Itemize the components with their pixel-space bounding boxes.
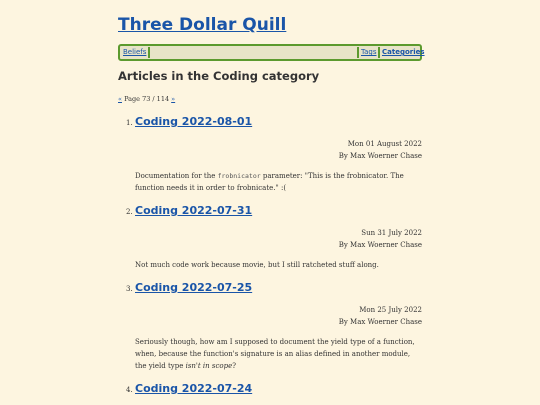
article-date: Sun 31 July 2022: [361, 229, 422, 237]
site-title-link[interactable]: Three Dollar Quill: [118, 15, 287, 35]
summary-text: Documentation for the: [135, 172, 218, 180]
article-title-link[interactable]: Coding 2022-08-01: [135, 115, 253, 128]
summary-code: frobnicator: [217, 172, 261, 180]
article-author: By Max Woerner Chase: [338, 318, 422, 326]
next-page-link[interactable]: »: [171, 95, 176, 103]
pager: [118, 95, 175, 103]
prev-page-link[interactable]: «: [118, 95, 122, 103]
article-title-link[interactable]: Coding 2022-07-25: [135, 281, 253, 294]
article-summary: [135, 259, 422, 271]
article-meta: [339, 227, 422, 251]
article-title-link[interactable]: Coding 2022-07-31: [135, 204, 253, 217]
article-meta: [339, 304, 422, 328]
article-summary: [135, 336, 422, 372]
article-meta: [339, 138, 422, 162]
article-number: 1.: [126, 119, 133, 127]
article-date: Mon 25 July 2022: [359, 306, 422, 314]
summary-text: parameter: "This is the frobnicator. The function needs it in order to frobnicate." :(: [135, 172, 404, 192]
nav-separator: [378, 47, 380, 58]
article-author: By Max Woerner Chase: [338, 241, 422, 249]
nav-beliefs-link[interactable]: Beliefs: [123, 48, 147, 56]
page-heading: Articles in the Coding category: [118, 69, 320, 83]
article-author: By Max Woerner Chase: [338, 152, 422, 160]
article-title-link[interactable]: Coding 2022-07-24: [135, 382, 253, 395]
article-number: 4.: [126, 386, 133, 394]
article-number: 3.: [126, 285, 133, 293]
summary-text: Seriously though, how am I supposed to document the yield type of a function, when, because the function's signature is an alias defined in another module, the yield type: [135, 338, 415, 370]
page-indicator: Page 73 / 114: [124, 95, 170, 103]
nav-separator: [148, 47, 150, 58]
nav-separator: [357, 47, 359, 58]
summary-text: Not much code work because movie, but I still ratcheted stuff along.: [135, 261, 379, 269]
article-number: 2.: [126, 208, 133, 216]
nav-bar: [118, 44, 425, 61]
summary-text: ?: [232, 362, 236, 370]
article-summary: [135, 170, 422, 194]
summary-emphasis: isn't in scope: [185, 362, 233, 370]
nav-categories-link[interactable]: Categories: [382, 48, 425, 56]
nav-tags-link[interactable]: Tags: [361, 48, 377, 56]
article-date: Mon 01 August 2022: [347, 140, 422, 148]
